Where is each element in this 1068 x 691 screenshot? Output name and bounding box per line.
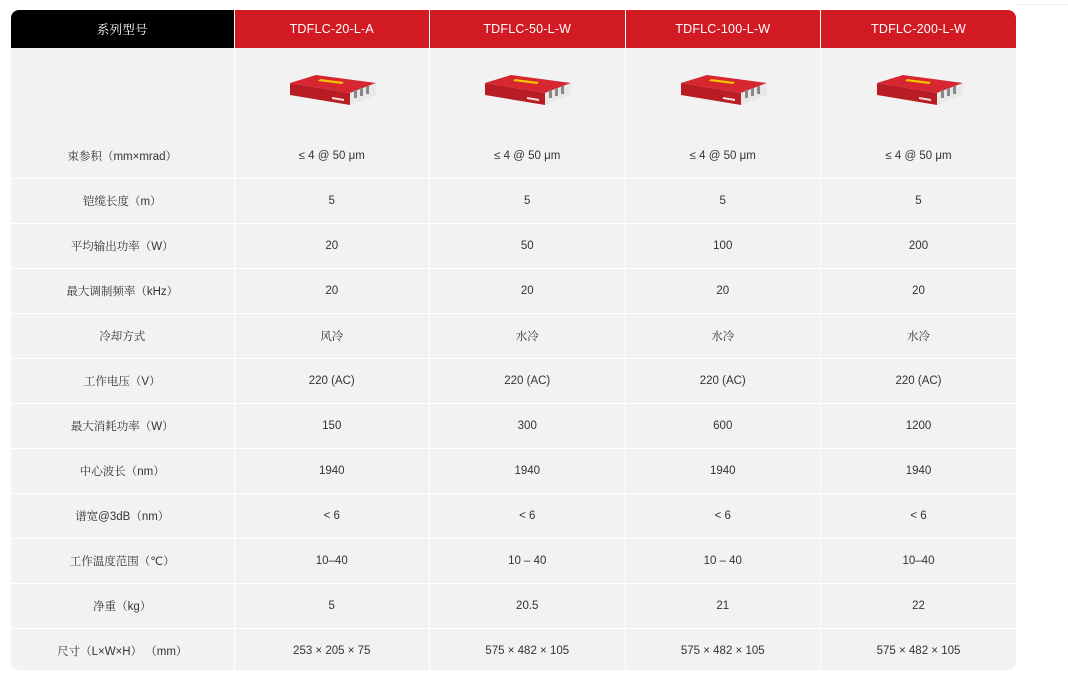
cell-value: 水冷 — [625, 314, 821, 359]
product-image-cell-1 — [234, 48, 430, 134]
cell-value: 20 — [430, 269, 626, 314]
laser-unit-image — [677, 73, 769, 107]
cell-value: ≤ 4 @ 50 μm — [430, 134, 626, 179]
cell-value: 22 — [821, 584, 1017, 629]
row-label: 平均输出功率（W） — [11, 224, 234, 269]
row-label: 工作电压（V） — [11, 359, 234, 404]
cell-value: 21 — [625, 584, 821, 629]
cell-value: 20 — [234, 269, 430, 314]
cell-value: 10 – 40 — [430, 539, 626, 584]
table-row — [11, 134, 1016, 179]
product-image-cell-2 — [430, 48, 626, 134]
cell-value: 水冷 — [821, 314, 1017, 359]
cell-value: 20 — [234, 224, 430, 269]
cell-value: 150 — [234, 404, 430, 449]
table-row — [11, 269, 1016, 314]
cell-value: < 6 — [821, 494, 1017, 539]
table-row — [11, 224, 1016, 269]
cell-value: ≤ 4 @ 50 μm — [234, 134, 430, 179]
top-divider — [1018, 4, 1068, 5]
row-label: 净重（kg） — [11, 584, 234, 629]
cell-value: 100 — [625, 224, 821, 269]
cell-value: 10–40 — [821, 539, 1017, 584]
laser-unit-image — [481, 73, 573, 107]
cell-value: 风冷 — [234, 314, 430, 359]
cell-value: 253 × 205 × 75 — [234, 629, 430, 671]
cell-value: 220 (AC) — [234, 359, 430, 404]
table-row — [11, 404, 1016, 449]
cell-value: 5 — [234, 179, 430, 224]
row-label: 束参积（mm×mrad） — [67, 151, 178, 163]
cell-value: 200 — [821, 224, 1017, 269]
cell-value: 5 — [625, 179, 821, 224]
cell-value: 220 (AC) — [625, 359, 821, 404]
product-image-cell-4 — [821, 48, 1017, 134]
cell-value: 600 — [625, 404, 821, 449]
cell-value: 20 — [821, 269, 1017, 314]
row-label: 尺寸（L×W×H） （mm） — [11, 629, 234, 671]
row-label: 铠缆长度（m） — [11, 179, 234, 224]
row-label: 谱宽@3dB（nm） — [11, 494, 234, 539]
image-row-label — [11, 48, 234, 134]
cell-value: 220 (AC) — [430, 359, 626, 404]
laser-unit-image — [286, 73, 378, 107]
laser-unit-image — [873, 73, 965, 107]
row-label: 最大调制频率（kHz） — [11, 269, 234, 314]
row-label: 最大消耗功率（W） — [11, 404, 234, 449]
row-label: 工作温度范围（℃） — [11, 539, 234, 584]
cell-value: 575 × 482 × 105 — [625, 629, 821, 671]
table-row — [11, 629, 1016, 671]
cell-value: 220 (AC) — [821, 359, 1017, 404]
row-label: 中心波长（nm） — [11, 449, 234, 494]
cell-value: ≤ 4 @ 50 μm — [821, 134, 1017, 179]
header-model-1: TDFLC-20-L-A — [234, 10, 430, 48]
header-row — [11, 10, 1016, 48]
cell-value: 10 – 40 — [625, 539, 821, 584]
header-model-3: TDFLC-100-L-W — [625, 10, 821, 48]
cell-value: 1940 — [234, 449, 430, 494]
header-model-2: TDFLC-50-L-W — [430, 10, 626, 48]
table-row — [11, 584, 1016, 629]
cell-value: 575 × 482 × 105 — [821, 629, 1017, 671]
header-model-4: TDFLC-200-L-W — [821, 10, 1017, 48]
table-row — [11, 449, 1016, 494]
cell-value: 1200 — [821, 404, 1017, 449]
table-row — [11, 539, 1016, 584]
cell-value: 1940 — [625, 449, 821, 494]
cell-value: 300 — [430, 404, 626, 449]
cell-value: 20.5 — [430, 584, 626, 629]
table-row — [11, 359, 1016, 404]
cell-value: 1940 — [430, 449, 626, 494]
cell-value: 1940 — [821, 449, 1017, 494]
product-image-cell-3 — [625, 48, 821, 134]
cell-value: < 6 — [234, 494, 430, 539]
cell-value: ≤ 4 @ 50 μm — [625, 134, 821, 179]
cell-value: 10–40 — [234, 539, 430, 584]
cell-value: 5 — [234, 584, 430, 629]
header-series-label: 系列型号 — [11, 10, 234, 48]
row-label: 冷却方式 — [11, 314, 234, 359]
cell-value: 水冷 — [430, 314, 626, 359]
spec-table-container — [11, 10, 1016, 670]
cell-value: < 6 — [430, 494, 626, 539]
cell-value: 50 — [430, 224, 626, 269]
table-row — [11, 314, 1016, 359]
cell-value: 575 × 482 × 105 — [430, 629, 626, 671]
table-row — [11, 494, 1016, 539]
cell-value: 20 — [625, 269, 821, 314]
spec-table — [11, 10, 1016, 670]
table-row — [11, 179, 1016, 224]
image-row — [11, 48, 1016, 134]
spec-table-body — [11, 48, 1016, 670]
cell-value: < 6 — [625, 494, 821, 539]
cell-value: 5 — [430, 179, 626, 224]
cell-value: 5 — [821, 179, 1017, 224]
